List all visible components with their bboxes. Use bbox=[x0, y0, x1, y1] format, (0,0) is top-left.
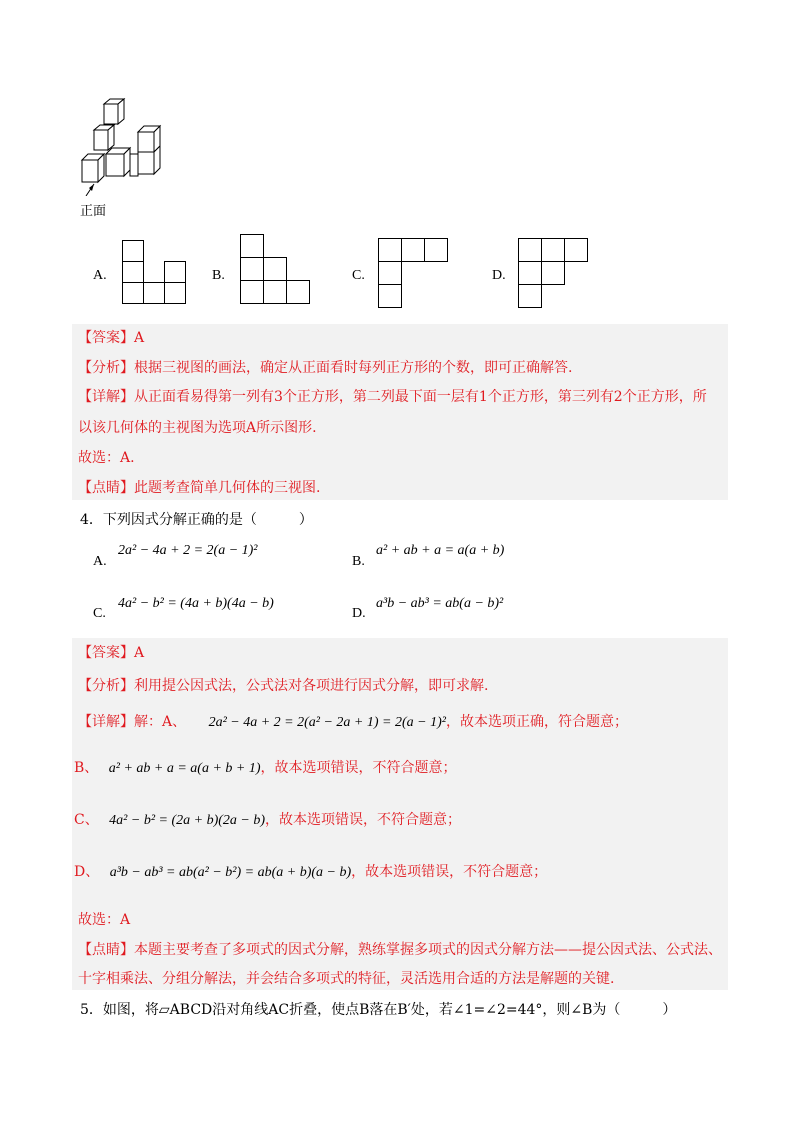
analysis-text: 根据三视图的画法，确定从正面看时每列正方形的个数，即可正确解答. bbox=[134, 360, 573, 376]
q4-comment-line-1 bbox=[78, 940, 722, 960]
detail-b-label: B、 bbox=[74, 760, 99, 776]
figure-option-d-label[interactable]: D. bbox=[492, 268, 506, 283]
analysis-tag: 【分析】 bbox=[78, 678, 134, 694]
q3-answer-panel bbox=[72, 324, 728, 500]
q4-detail-b-line bbox=[74, 758, 457, 779]
q4-option-b-label[interactable]: B. bbox=[352, 554, 365, 569]
comment-tag: 【点睛】 bbox=[78, 480, 134, 496]
figure-option-a-label[interactable]: A. bbox=[93, 268, 107, 283]
detail-tag: 【详解】 bbox=[78, 714, 134, 730]
detail-b-note: ，故本选项错误，不符合题意； bbox=[260, 760, 457, 776]
detail-d-expr: a³b − ab³ = ab(a² − b²) = ab(a + b)(a − b) bbox=[109, 865, 352, 880]
comment-text: 此题考查简单几何体的三视图. bbox=[134, 480, 321, 496]
q4-detail-d-line bbox=[74, 862, 547, 883]
detail-intro: 解：A、 bbox=[134, 714, 187, 730]
q3-detail-line-2: 以该几何体的主视图为选项A所示图形. bbox=[78, 420, 317, 436]
q4-option-d-label[interactable]: D. bbox=[352, 606, 366, 621]
detail-tag: 【详解】 bbox=[78, 389, 134, 405]
detail-a-note: ，故本选项正确，符合题意； bbox=[445, 714, 628, 730]
option-a-view bbox=[122, 240, 188, 306]
q3-analysis-line bbox=[78, 358, 572, 378]
detail-d-note: ，故本选项错误，不符合题意； bbox=[351, 864, 548, 880]
answer-value: A bbox=[134, 330, 145, 346]
detail-d-label: D、 bbox=[74, 864, 100, 880]
analysis-tag: 【分析】 bbox=[78, 360, 134, 376]
q4-detail-a-line bbox=[78, 712, 628, 733]
q4-detail-c-line bbox=[74, 810, 461, 831]
figure-option-b-label[interactable]: B. bbox=[212, 268, 225, 283]
q4-stem: 4．下列因式分解正确的是（ ） bbox=[80, 512, 313, 528]
comment-tag: 【点睛】 bbox=[78, 942, 134, 958]
comment-text: 本题主要考查了多项式的因式分解，熟练掌握多项式的因式分解方法——提公因式法、公式法、 bbox=[134, 942, 722, 958]
detail-b-expr: a² + ab + a = a(a + b + 1) bbox=[108, 761, 261, 776]
figure-option-c-label[interactable]: C. bbox=[352, 268, 365, 283]
detail-c-note: ，故本选项错误，不符合题意； bbox=[265, 812, 462, 828]
detail-c-expr: 4a² − b² = (2a + b)(2a − b) bbox=[109, 813, 266, 828]
option-c-view bbox=[378, 238, 448, 308]
answer-tag: 【答案】 bbox=[78, 645, 134, 661]
front-label: 正面 bbox=[80, 204, 107, 219]
q4-option-b-expr: a² + ab + a = a(a + b) bbox=[376, 543, 505, 558]
cube-figure bbox=[72, 96, 182, 196]
q4-option-c-expr: 4a² − b² = (4a + b)(4a − b) bbox=[118, 596, 274, 611]
answer-tag: 【答案】 bbox=[78, 330, 134, 346]
q4-analysis-line bbox=[78, 676, 488, 696]
detail-c-label: C、 bbox=[74, 812, 99, 828]
answer-value: A bbox=[134, 645, 145, 661]
q3-choice: 故选：A. bbox=[78, 450, 135, 466]
q4-answer-panel bbox=[72, 638, 728, 990]
q4-answer-line bbox=[78, 643, 144, 663]
detail-text: 从正面看易得第一列有3个正方形，第二列最下面一层有1个正方形，第三列有2个正方形，所 bbox=[134, 389, 707, 405]
q3-comment-line bbox=[78, 478, 320, 498]
detail-a-expr: 2a² − 4a + 2 = 2(a² − 2a + 1) = 2(a − 1)² bbox=[208, 715, 446, 730]
option-b-view bbox=[240, 234, 310, 304]
q4-option-a-label[interactable]: A. bbox=[93, 554, 107, 569]
q4-option-a-expr: 2a² − 4a + 2 = 2(a − 1)² bbox=[118, 543, 258, 558]
q4-option-d-expr: a³b − ab³ = ab(a − b)² bbox=[376, 596, 504, 611]
analysis-text: 利用提公因式法，公式法对各项进行因式分解，即可求解. bbox=[134, 678, 489, 694]
option-d-view bbox=[518, 238, 588, 308]
q4-choice: 故选：A bbox=[78, 912, 131, 928]
q4-comment-line-2: 十字相乘法、分组分解法，并会结合多项式的特征，灵活选用合适的方法是解题的关键. bbox=[78, 971, 615, 987]
q4-option-c-label[interactable]: C. bbox=[93, 606, 106, 621]
q5-stem: 5．如图，将▱ABCD沿对角线AC折叠，使点B落在B′处，若∠1=∠2=44°，则∠B为（ ） bbox=[80, 1002, 677, 1018]
q3-detail-line-1 bbox=[78, 387, 707, 407]
q3-answer-line bbox=[78, 328, 144, 348]
